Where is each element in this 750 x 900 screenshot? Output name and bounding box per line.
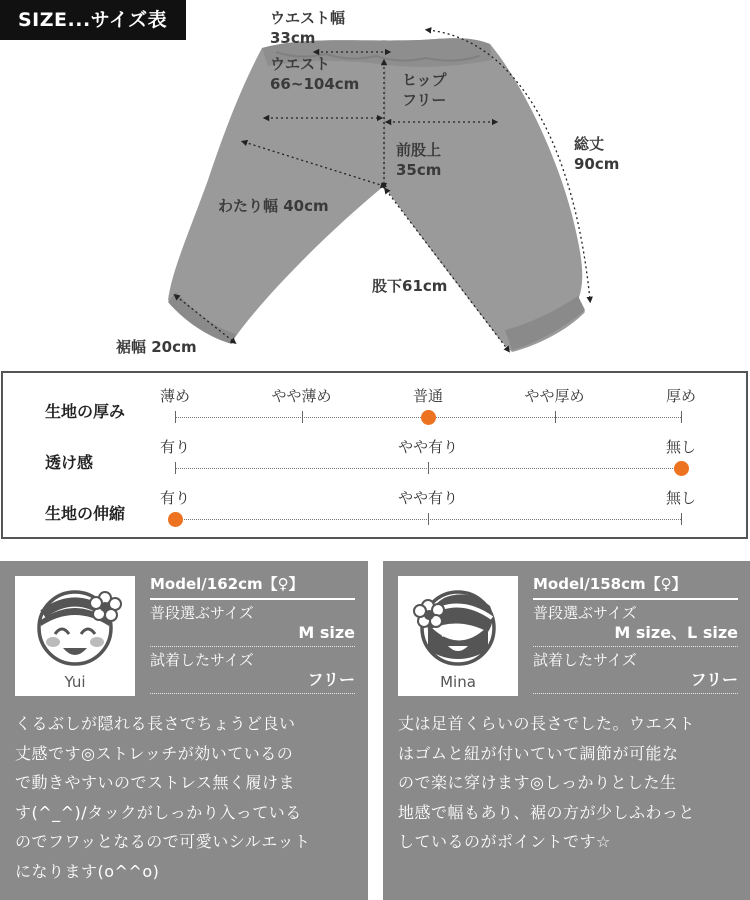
comment-line: 丈は足首くらいの長さでした。ウエスト (398, 714, 696, 733)
rating-tick-label: 薄め (159, 387, 191, 405)
comment-line: 地感で幅もあり、裾の方が少しふわっと (398, 802, 695, 822)
pants-diagram (0, 0, 750, 368)
rating-tick (175, 411, 176, 423)
tried-size-label: 試着したサイズ (150, 651, 254, 669)
label-thigh (218, 196, 329, 216)
rating-tick-label: やや厚め (524, 387, 585, 405)
rise-label: 前股上 (396, 141, 442, 159)
rating-marker (421, 410, 436, 425)
model-name: Yui (64, 673, 86, 691)
length-value: 90cm (574, 155, 620, 173)
rating-tick-label: 有り (159, 438, 191, 456)
rating-tick-label: 無し (665, 489, 697, 507)
tried-size-value: フリー (150, 670, 355, 694)
rating-thickness (3, 379, 746, 429)
size-chart-tag: SIZE...サイズ表 (0, 0, 186, 40)
usual-size-label: 普段選ぶサイズ (150, 604, 254, 622)
rating-tick (302, 411, 303, 423)
label-waist (270, 54, 359, 94)
comment-line: はゴムと紐が付いていて調節が可能な (398, 743, 679, 763)
hip-label: ヒップ (402, 71, 447, 89)
rating-tick-label: やや薄め (271, 387, 332, 405)
rating-tick (555, 411, 556, 423)
rating-tick-label: やや有り (397, 438, 459, 456)
rating-tick (681, 411, 682, 423)
inseam-label: 股下 (372, 277, 403, 295)
avatar (398, 576, 518, 696)
label-length (574, 134, 619, 174)
length-label: 総丈 (574, 135, 605, 153)
rating-stretch (3, 481, 746, 531)
label-rise (396, 140, 441, 180)
model-height: Model/158cm【♀】 (533, 573, 738, 600)
avatar (15, 576, 135, 696)
model-comment (15, 709, 310, 886)
rating-tick-label: 無し (665, 438, 697, 456)
rating-tick-label: 有り (159, 489, 191, 507)
rating-tick (175, 462, 176, 474)
comment-line: ので楽に穿けます◎しっかりとした生 (398, 773, 677, 792)
hem-value: 20cm (151, 338, 197, 356)
usual-size-label: 普段選ぶサイズ (533, 604, 637, 622)
usual-size-value: M size、L size (533, 623, 738, 647)
rating-label: 透け感 (45, 453, 94, 472)
hem-label: 裾幅 (116, 338, 147, 356)
rating-marker (674, 461, 689, 476)
model-info (150, 573, 355, 694)
waist-label: ウエスト (270, 55, 331, 73)
inseam-value: 61cm (402, 277, 448, 295)
comment-line: で動きやすいのでストレス無く履けま (15, 773, 296, 792)
comment-line: しているのがポイントです☆ (398, 832, 611, 851)
waist-width-label: ウエスト幅 (270, 9, 346, 27)
flower-icon (90, 592, 121, 621)
model-name: Mina (440, 673, 476, 691)
rise-value: 35cm (396, 161, 442, 179)
model-panel-mina (383, 561, 750, 900)
comment-line: 丈感です◎ストレッチが効いているの (15, 743, 294, 763)
comment-line: くるぶしが隠れる長さでちょうど良い (15, 714, 296, 733)
thigh-label: わたり幅 (218, 197, 279, 215)
waist-width-value: 33cm (270, 29, 316, 47)
comment-line: す(^_^)/タックがしっかり入っている (15, 802, 302, 822)
rating-sheerness (3, 430, 746, 480)
label-hip (402, 70, 447, 110)
rating-tick-label: 普通 (412, 387, 444, 405)
model-info (533, 573, 738, 694)
tried-size-label: 試着したサイズ (533, 651, 637, 669)
model-panel-yui (0, 561, 368, 900)
rating-label: 生地の厚み (45, 402, 126, 421)
label-inseam (372, 276, 447, 296)
rating-tick (428, 513, 429, 525)
fabric-rating-box (1, 371, 748, 539)
tried-size-value: フリー (533, 670, 738, 694)
rating-tick-label: 厚め (665, 387, 697, 405)
rating-marker (168, 512, 183, 527)
waist-value: 66~104cm (270, 75, 360, 93)
rating-label: 生地の伸縮 (45, 504, 126, 523)
label-hem (116, 337, 197, 357)
rating-tick-label: やや有り (397, 489, 459, 507)
usual-size-value: M size (150, 623, 355, 647)
comment-line: のでフワッとなるので可愛いシルエット (15, 832, 311, 851)
thigh-value: 40cm (283, 197, 329, 215)
label-waist-width (270, 8, 345, 48)
flower-icon (414, 600, 444, 627)
hip-value: フリー (402, 91, 447, 109)
rating-tick (681, 513, 682, 525)
rating-tick (428, 462, 429, 474)
model-height: Model/162cm【♀】 (150, 573, 355, 600)
comment-line: になります(o^^o) (15, 861, 160, 881)
model-comment (398, 709, 695, 857)
